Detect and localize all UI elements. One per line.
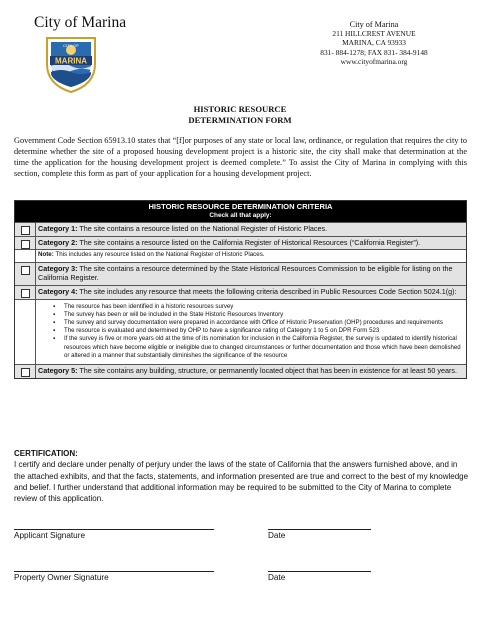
category-2-note-row [15,249,466,262]
category-1-label: Category 1: [38,224,78,233]
bullet-icon: ▪ [53,327,56,335]
form-title-line1: HISTORIC RESOURCE [193,104,287,114]
category-1-text: The site contains a resource listed on the National Register of Historic Places. [77,224,328,233]
category-2-text: The site contains a resource listed on the California Register of Historical Resources (“California Register”). [77,237,421,247]
category-2-label: Category 2: [38,237,78,247]
category-4-criteria-list [38,301,462,362]
applicant-date-line[interactable] [268,529,371,530]
category-5-label: Category 5: [38,365,78,375]
criteria-list-item: ▪ If the survey is five or more years old at the time of its nomination for inclusion in the California Register, the survey is updated to identify historical resources which have become eligible or ineligible due to changed circumstances or further documentation and those which have been demolished or altered in a manner that substantially diminishes the significance of the resource [53,335,461,359]
certification-heading: CERTIFICATION: [14,449,78,458]
intro-paragraph: Government Code Section 65913.10 states that “[f]or purposes of any state or local law, ordinance, or regulation that requires the city to determine whether the site of a proposed housing development project is a historic site, the city shall make that determination at the time the application for the housing development project is deemed complete.” To assist the City of Marina in complying with this section, complete this form as part of your application for a housing development project. [14,136,467,178]
criteria-header-title: HISTORIC RESOURCE DETERMINATION CRITERIA [148,202,333,211]
category-3-label: Category 3: [38,263,78,273]
category-3-text: The site contains a resource determined by the State Historical Resources Commission to be eligible for listing on the California Register. [38,263,453,283]
category-4-row [15,285,466,299]
applicant-signature-label: Applicant Signature [14,531,86,540]
form-title [0,104,480,126]
owner-signature-line[interactable] [14,571,214,572]
owner-date-label: Date [268,573,286,582]
applicant-signature-line[interactable] [14,529,214,530]
owner-signature-label: Property Owner Signature [14,573,109,582]
address-street: 211 HILLCREST AVENUE [332,29,416,39]
address-city-state-zip: MARINA, CA 93933 [342,38,406,48]
owner-date-line[interactable] [268,571,371,572]
svg-text:CITY OF: CITY OF [63,43,79,48]
criteria-header-subtitle: Check all that apply: [209,212,272,219]
criteria-list-item: ▪ The survey and survey documentation were prepared in accordance with Office of Historic Preservation (OHP) procedures and requirements [53,318,443,326]
form-title-line2: DETERMINATION FORM [188,115,292,125]
category-5-row [15,364,466,378]
certification-section [14,448,470,504]
svg-text:MARINA: MARINA [55,56,87,66]
bullet-icon: ▪ [53,310,56,318]
bullet-icon: ▪ [53,335,56,343]
category-2-row [15,236,466,250]
category-4-checkbox[interactable] [21,289,30,298]
bullet-icon: ▪ [53,302,56,310]
address-website: www.cityofmarina.org [340,56,408,66]
bullet-icon: ▪ [53,318,56,326]
seal-lettering [44,34,98,94]
category-1-checkbox[interactable] [21,226,30,235]
certification-text: I certify and declare under penalty of perjury under the laws of the state of California that the answers furnished above, and in the attached exhibits, and that the facts, statements, and information presented are true and correct to the best of my knowledge and belief. I further understand that additional information may be required to be submitted to the City of Marina to complete review of this application. [14,460,469,504]
criteria-list-item: ▪ The resource is evaluated and determined by OHP to have a significance rating of Category 1 to 5 on DPR Form 523 [53,327,380,335]
category-5-text: The site contains any building, structure, or permanently located object that has been in existence for at least 50 years. [77,365,457,375]
criteria-table-header [15,201,466,222]
city-address-block [304,20,444,66]
category-2-checkbox[interactable] [21,240,30,249]
criteria-table [14,200,467,379]
applicant-date-label: Date [268,531,286,540]
category-3-row [15,262,466,285]
note-text: This includes any resource listed on the National Register of Historic Places. [53,251,265,259]
city-name: City of Marina [34,14,127,31]
address-name: City of Marina [349,20,399,29]
category-5-checkbox[interactable] [21,368,30,377]
criteria-list-item: ▪ The survey has been or will be included in the State Historic Resources Inventory [53,310,284,318]
address-phone-fax: 831- 884-1278; FAX 831- 384-9148 [320,47,428,57]
category-3-checkbox[interactable] [21,266,30,275]
category-4-criteria-row [15,299,466,364]
category-4-text: The site includes any resource that meets the following criteria described in Public Resources Code Section 5024.1(g): [77,286,457,296]
category-4-label: Category 4: [38,286,78,296]
note-label: Note: [38,251,54,259]
criteria-list-item: ▪ The resource has been identified in a historic resources survey [53,302,234,310]
category-1-row [15,222,466,236]
